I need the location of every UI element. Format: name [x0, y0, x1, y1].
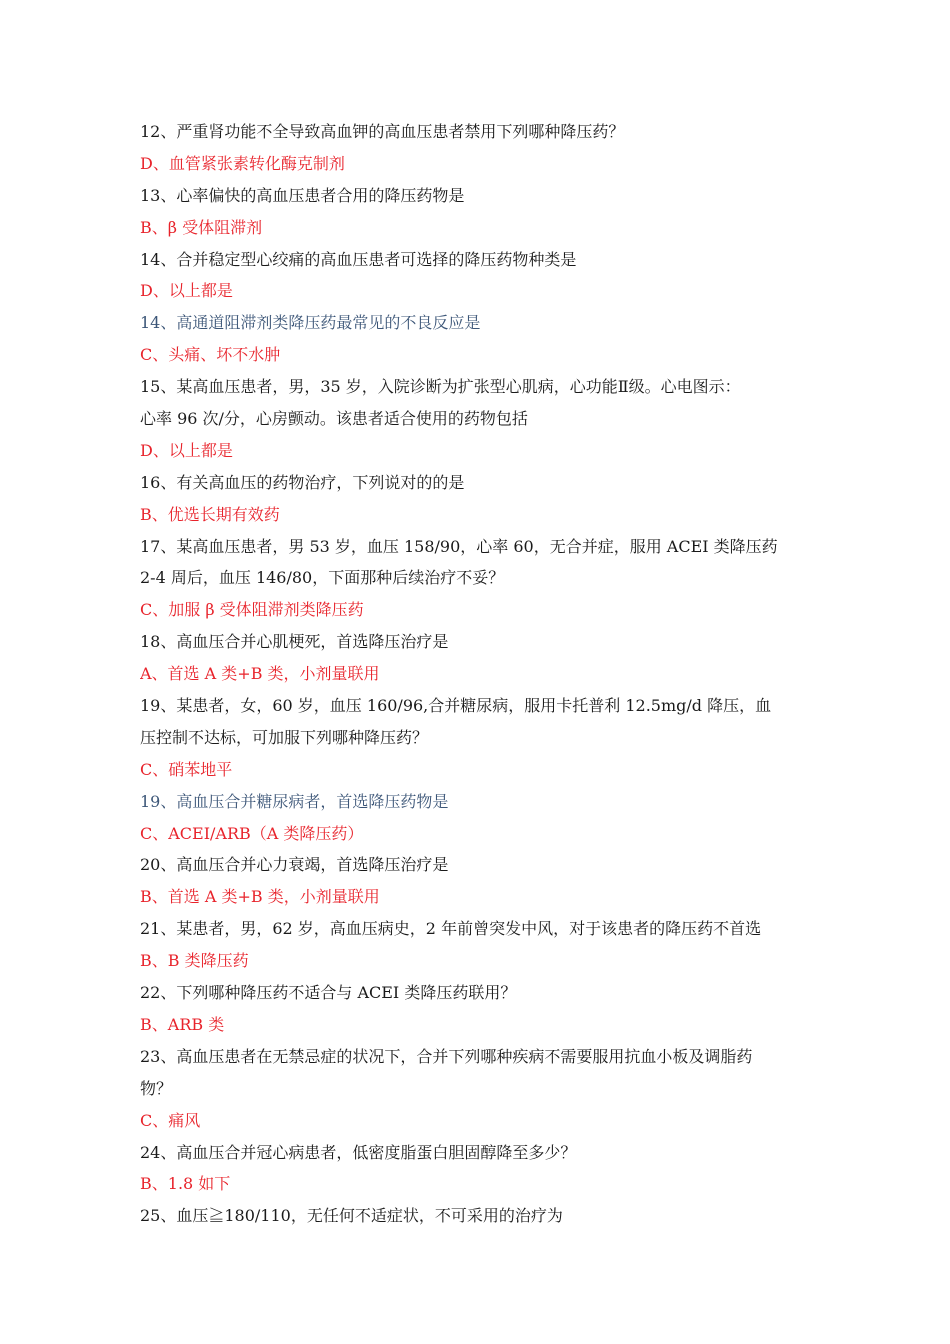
question-line: 心率 96 次/分，心房颤动。该患者适合使用的药物包括: [140, 409, 528, 429]
answer-line: B、1.8 如下: [140, 1174, 231, 1194]
question-list: [140, 116, 812, 1232]
answer-line: B、B 类降压药: [140, 951, 249, 971]
question-line: 25、血压≧180/110，无任何不适症状，不可采用的治疗为: [140, 1206, 563, 1226]
question-line: 18、高血压合并心肌梗死，首选降压治疗是: [140, 632, 449, 652]
answer-line: A、首选 A 类+B 类，小剂量联用: [140, 664, 380, 684]
question-line: 13、心率偏快的高血压患者合用的降压药物是: [140, 185, 465, 205]
question-line: 20、高血压合并心力衰竭，首选降压治疗是: [140, 855, 449, 875]
question-line: 14、合并稳定型心绞痛的高血压患者可选择的降压药物种类是: [140, 249, 577, 269]
answer-line: D、以上都是: [140, 440, 233, 460]
answer-line: D、以上都是: [140, 281, 233, 301]
question-line: 物？: [140, 1078, 173, 1098]
answer-line: C、加服 β 受体阻滞剂类降压药: [140, 600, 364, 620]
answer-line: C、痛风: [140, 1110, 201, 1130]
question-line: 23、高血压患者在无禁忌症的状况下，合并下列哪种疾病不需要服用抗血小板及调脂药: [140, 1046, 753, 1066]
question-line: 21、某患者，男，62 岁，高血压病史，2 年前曾突发中风，对于该患者的降压药不首选: [140, 919, 762, 939]
answer-line: C、ACEI/ARB（A 类降压药）: [140, 823, 364, 843]
question-line: 压控制不达标，可加服下列哪种降压药？: [140, 727, 429, 747]
question-line: 16、有关高血压的药物治疗，下列说对的的是: [140, 472, 465, 492]
answer-line: C、硝苯地平: [140, 759, 233, 779]
question-line: 17、某高血压患者，男 53 岁，血压 158/90，心率 60，无合并症，服用 ACEI 类降压药: [140, 536, 778, 556]
answer-line: B、优选长期有效药: [140, 504, 280, 524]
question-line: 15、某高血压患者，男，35 岁，入院诊断为扩张型心肌病，心功能Ⅱ级。心电图示：: [140, 377, 741, 397]
question-line: 24、高血压合并冠心病患者，低密度脂蛋白胆固醇降至多少？: [140, 1142, 577, 1162]
answer-line: D、血管紧张素转化酶克制剂: [140, 153, 345, 173]
answer-line: B、首选 A 类+B 类，小剂量联用: [140, 887, 380, 907]
question-line: 14、高通道阻滞剂类降压药最常见的不良反应是: [140, 313, 481, 333]
question-line: 12、严重肾功能不全导致高血钾的高血压患者禁用下列哪种降压药？: [140, 122, 625, 141]
answer-line: B、β 受体阻滞剂: [140, 217, 263, 237]
question-line: 19、高血压合并糖尿病者，首选降压药物是: [140, 791, 449, 811]
question-line: 22、下列哪种降压药不适合与 ACEI 类降压药联用？: [140, 983, 517, 1003]
question-line: 2-4 周后，血压 146/80，下面那种后续治疗不妥？: [140, 568, 505, 588]
question-line: 19、某患者，女，60 岁，血压 160/96,合并糖尿病，服用卡托普利 12.5mg/d 降压，血: [140, 696, 772, 716]
answer-line: B、ARB 类: [140, 1014, 225, 1034]
answer-line: C、头痛、坏不水肿: [140, 345, 281, 365]
